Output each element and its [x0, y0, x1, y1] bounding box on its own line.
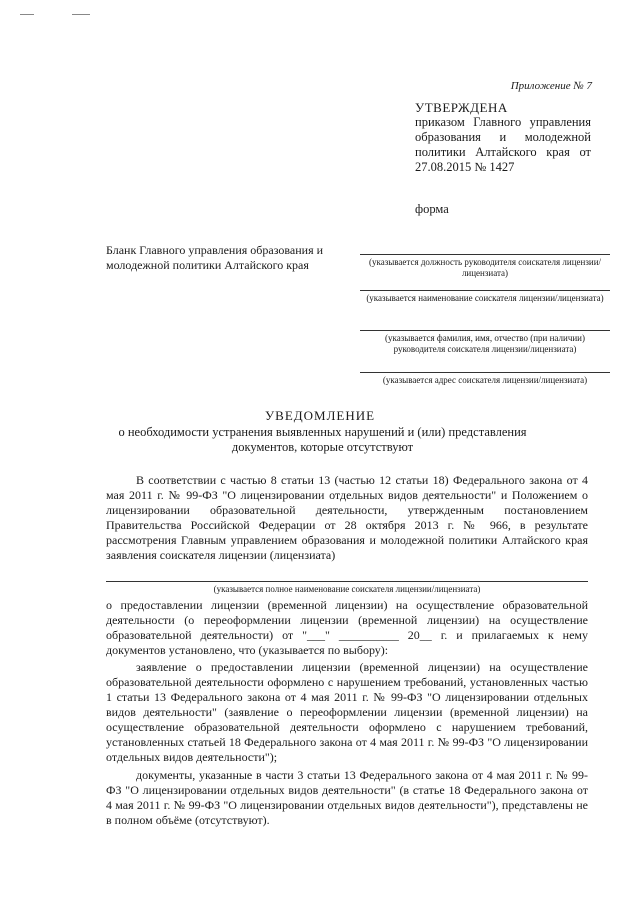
form-label: форма: [415, 202, 449, 216]
letterhead-text: Бланк Главного управления образования и молодежной политики Алтайского края: [106, 243, 324, 272]
body-paragraph-3: заявление о предоставлении лицензии (временной лицензии) на осуществление образовательной деятельности оформлено с нарушением требований, установленных частью 1 статьи 13 Федерального закона от 4 мая 2011 г. № 99-ФЗ "О лицензировании отдельных видов деятельности" (заявление о переоформлении лицензии (временной лицензии) на осуществление образовательной деятельности оформлено с нарушением требований, установленных статьей 18 Федерального закона от 4 мая 2011 г. № 99-ФЗ "О лицензировании отдельных видов деятельности");: [106, 660, 588, 764]
blank-line: [106, 581, 588, 582]
appendix-label: Приложение № 7: [510, 80, 592, 92]
body-paragraph-2: о предоставлении лицензии (временной лицензии) на осуществление образовательной деятельности (о переоформлении лицензии (временной лицензии) на осуществление образовательной деятельности) от "___" __________ 20__ г. и прилагаемых к нему документов установлено, что (указывается по выбору):: [106, 598, 588, 657]
scan-artifact: [72, 14, 90, 15]
fullname-caption: (указывается полное наименование соискателя лицензии/лицензиата): [213, 584, 481, 594]
approval-block: [415, 100, 591, 175]
recipient-position-field: [360, 254, 610, 279]
field-caption: (указывается наименование соискателя лицензии/лицензиата): [366, 293, 604, 303]
body-paragraph-1: В соответствии с частью 8 статьи 13 (частью 12 статьи 18) Федерального закона от 4 мая 2011 г. № 99-ФЗ "О лицензировании отдельных видов деятельности" и Положением о лицензировании образовательной деятельности, утвержденным постановлением Правительства Российской Федерации от 28 октября 2013 г. № 966, в результате рассмотрения Главным управлением образования и молодежной политики Алтайского края заявления соискателя лицензии (лицензиата): [106, 473, 588, 562]
notice-title: УВЕДОМЛЕНИЕ: [264, 408, 376, 423]
body-paragraph-4: документы, указанные в части 3 статьи 13 Федерального закона от 4 мая 2011 г. № 99-ФЗ "О лицензировании отдельных видов деятельности" (в статье 18 Федерального закона от 4 мая 2011 г. № 99-ФЗ "О лицензировании отдельных видов деятельности"), представлены не в полном объёме (отсутствуют).: [106, 768, 588, 827]
recipient-address-field: [360, 372, 610, 386]
recipient-name-field: [360, 290, 610, 304]
blank-line: [360, 330, 610, 331]
blank-line: [360, 290, 610, 291]
field-caption: (указывается адрес соискателя лицензии/лицензиата): [382, 375, 588, 385]
approval-heading: УТВЕРЖДЕНА: [415, 100, 508, 115]
notice-subtitle: о необходимости устранения выявленных нарушений и (или) представления документов, которые отсутствуют: [118, 425, 527, 454]
blank-line: [360, 372, 610, 373]
field-caption: (указывается фамилия, имя, отчество (при наличии) руководителя соискателя лицензии/лицензиата): [385, 333, 585, 354]
approval-text: приказом Главного управления образования и молодежной политики Алтайского края от 27.08.2015 № 1427: [415, 115, 591, 174]
field-caption: (указывается должность руководителя соискателя лицензии/лицензиата): [368, 257, 602, 278]
scan-artifact: [20, 14, 34, 15]
blank-line: [360, 254, 610, 255]
recipient-fio-field: [360, 330, 610, 355]
